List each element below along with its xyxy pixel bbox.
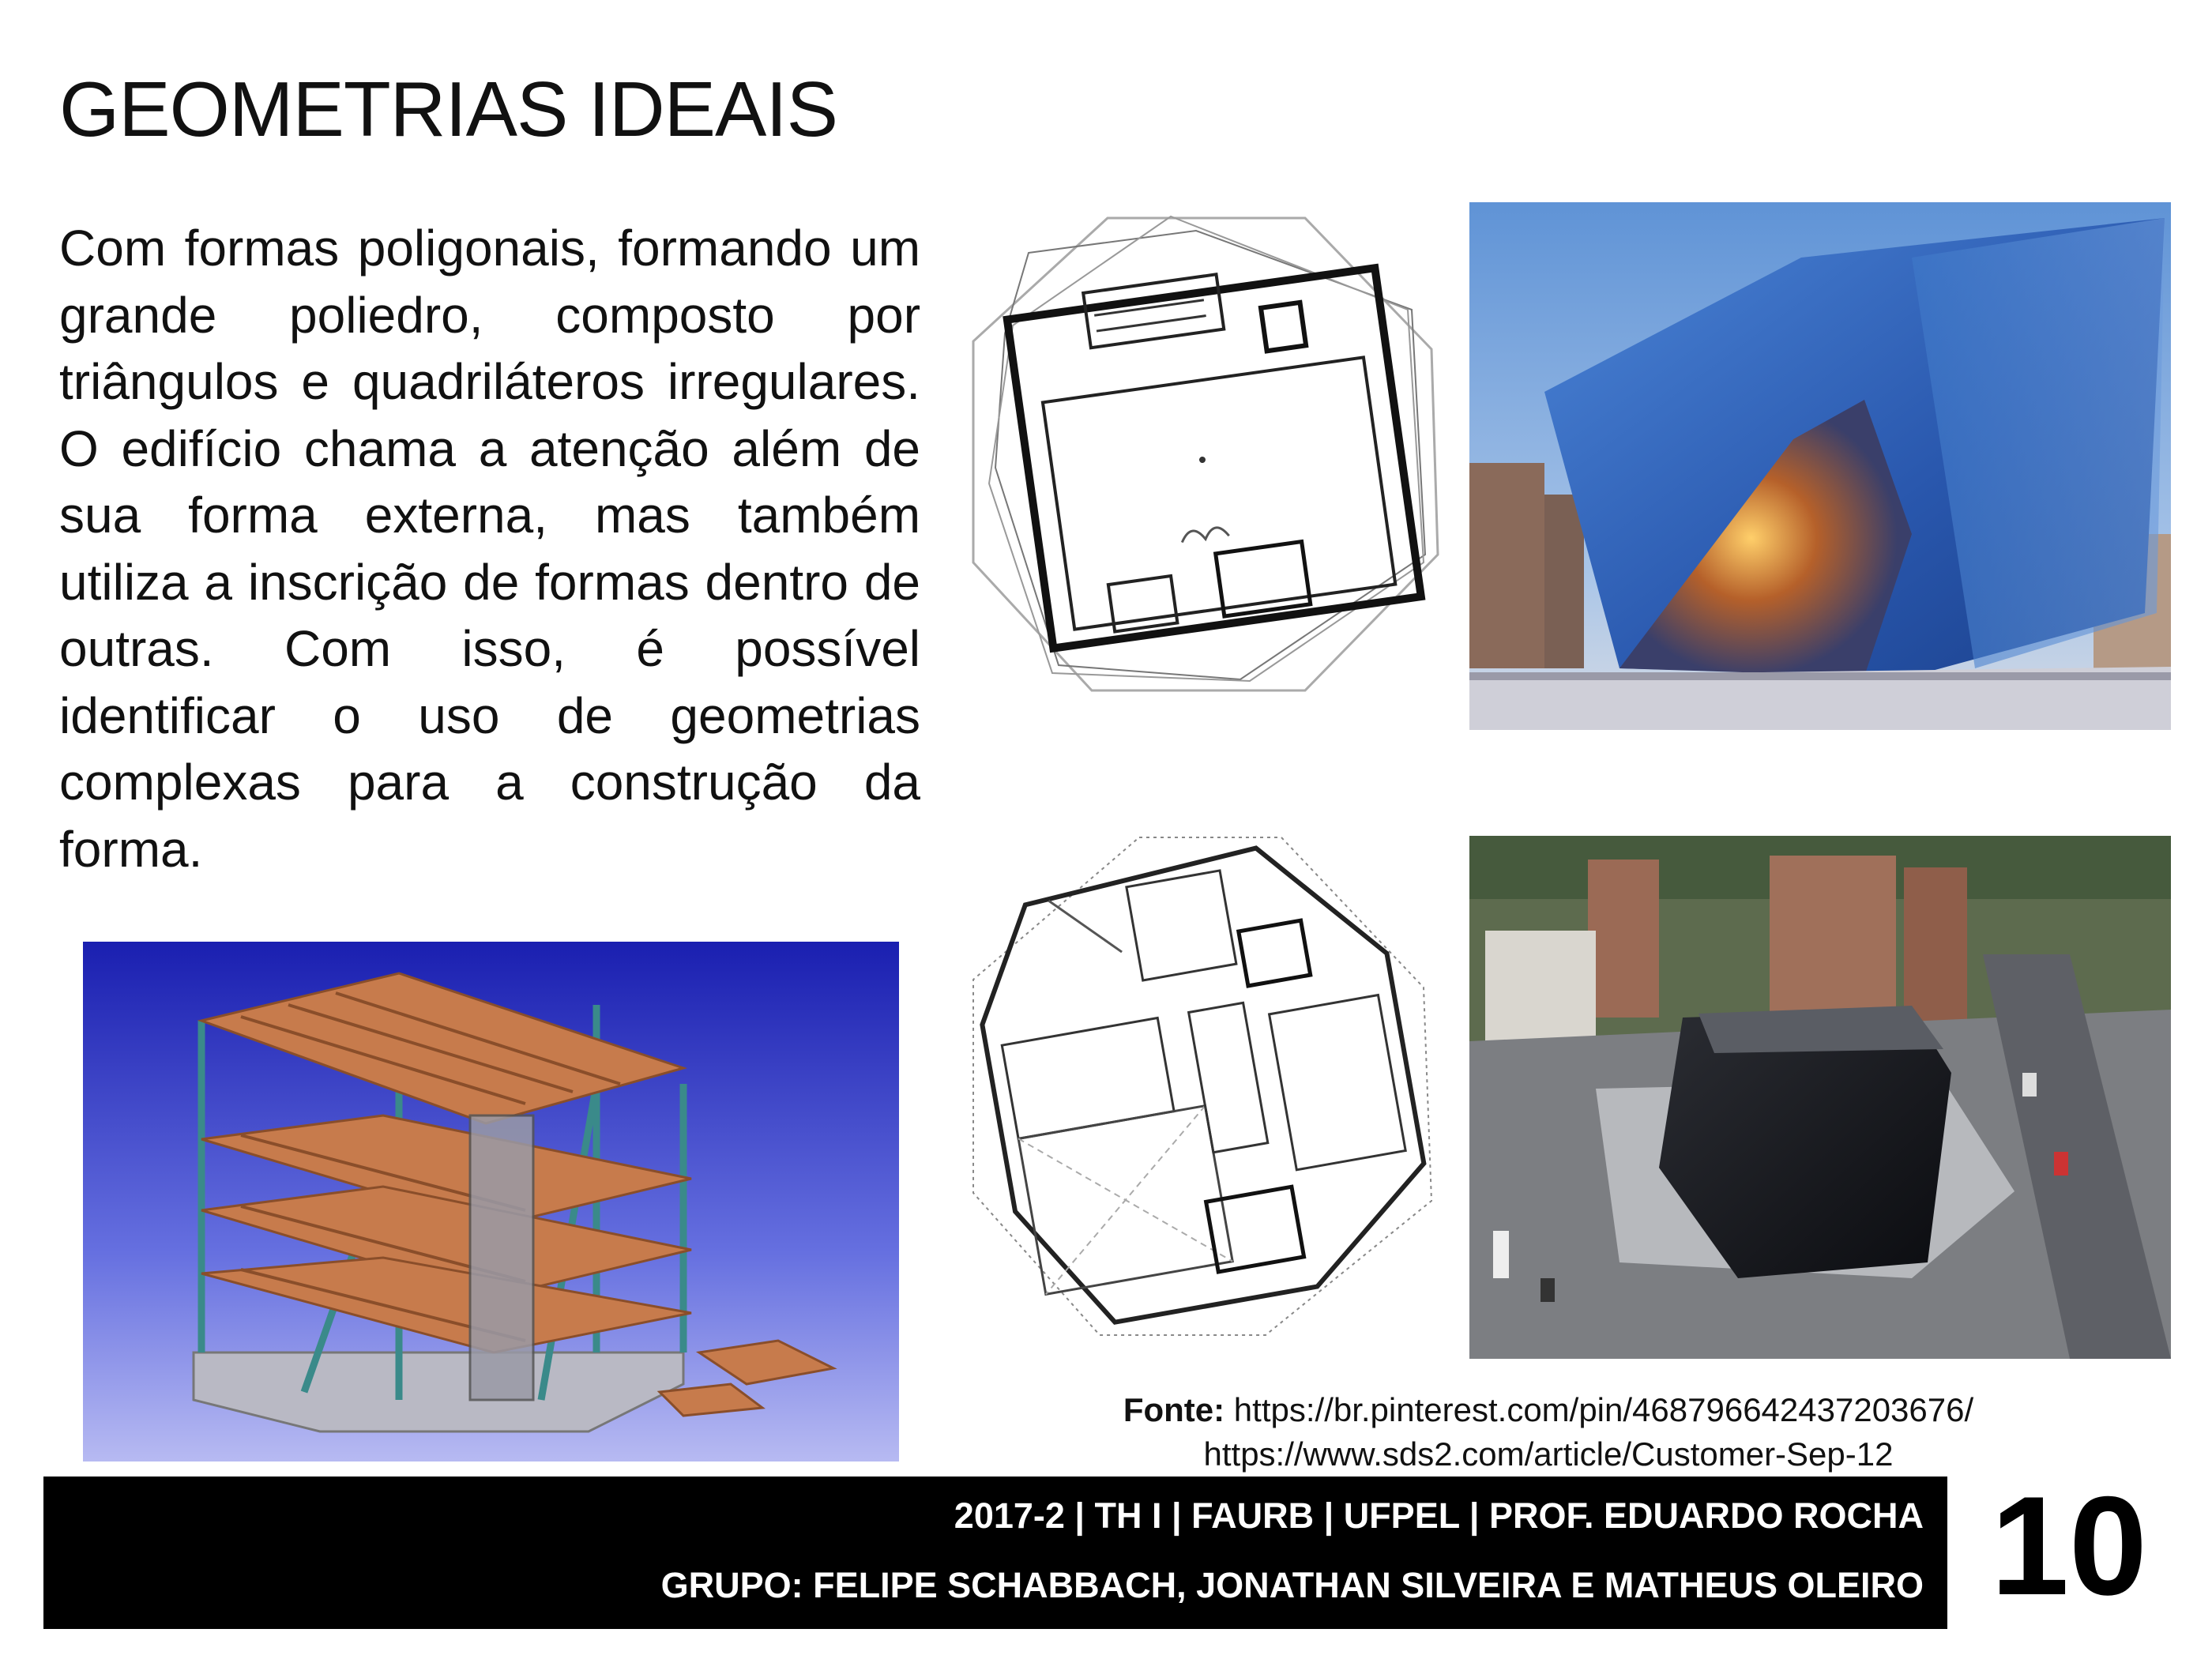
source-citation [972,1388,2125,1477]
slide-title: GEOMETRIAS IDEAIS [59,66,837,152]
structural-3d-model-image [83,942,899,1462]
building-aerial-photo [1469,836,2171,1359]
page-number: 10 [1991,1467,2147,1624]
body-paragraph: Com formas poligonais, formando um grande poliedro, composto por triângulos e quadriláteros irregulares. O edifício chama a atenção além de sua forma externa, mas também utiliza a inscrição de formas dentro de outras. Com isso, é possível identificar o uso de geometrias complexas para a construção da forma. [59,220,920,878]
source-url-pinterest: https://br.pinterest.com/pin/468796642437203676/ [1233,1391,1974,1428]
footer-bar [43,1477,1947,1629]
footer-group-members: GRUPO: FELIPE SCHABBACH, JONATHAN SILVEIRA E MATHEUS OLEIRO [660,1565,1924,1605]
floor-plan-ground-image [965,207,1447,701]
floor-plan-upper-image [965,830,1447,1347]
source-label: Fonte: [1123,1391,1225,1428]
source-url-sds2: https://www.sds2.com/article/Customer-Sep-12 [1203,1435,1894,1473]
building-dusk-photo [1469,202,2171,730]
footer-course-info: 2017-2 | TH I | FAURB | UFPEL | PROF. EDUARDO ROCHA [954,1495,1924,1536]
